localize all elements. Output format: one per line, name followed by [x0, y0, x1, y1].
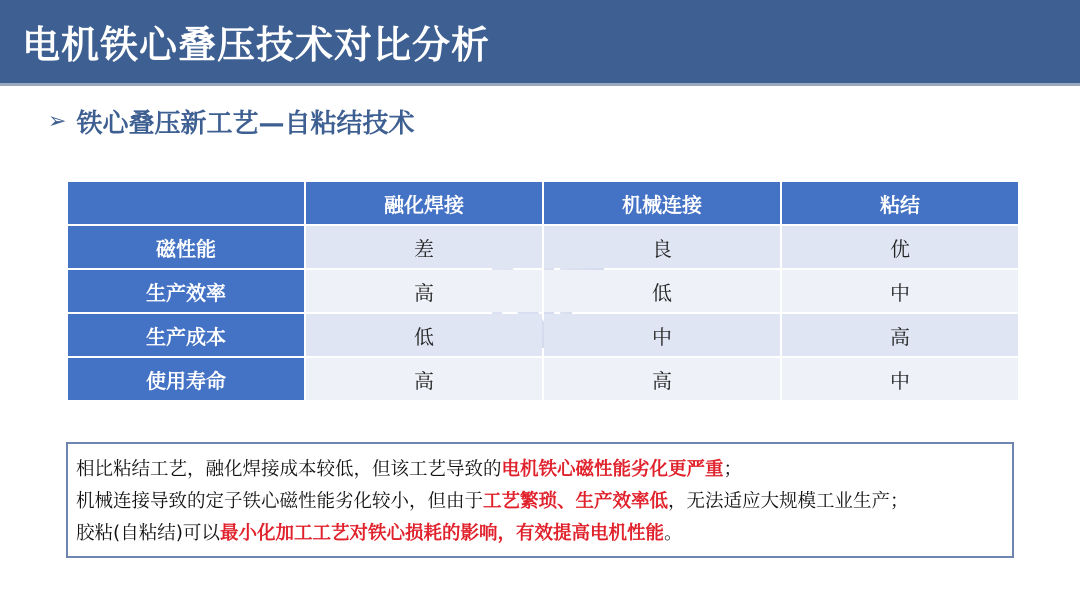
- column-header: 机械连接: [544, 182, 780, 224]
- table-cell: 优: [782, 226, 1018, 268]
- table-cell: 中: [782, 270, 1018, 312]
- table-cell: 低: [306, 314, 542, 356]
- column-header: 粘结: [782, 182, 1018, 224]
- note-highlight: 工艺繁琐、生产效率低: [483, 491, 669, 512]
- table-cell: 低: [544, 270, 780, 312]
- table-corner-cell: [68, 182, 304, 224]
- table-cell: 良: [544, 226, 780, 268]
- table-cell: 高: [306, 270, 542, 312]
- table-cell: 差: [306, 226, 542, 268]
- row-header: 磁性能: [68, 226, 304, 268]
- table-cell: 中: [782, 358, 1018, 400]
- table-row: [68, 358, 1018, 400]
- note-line: [76, 486, 1002, 518]
- table-cell: 高: [306, 358, 542, 400]
- note-text: 相比粘结工艺，融化焊接成本较低，但该工艺导致的: [76, 459, 502, 480]
- comparison-table: [66, 180, 1020, 402]
- table-row: [68, 226, 1018, 268]
- table-header-row: [68, 182, 1018, 224]
- column-header: 融化焊接: [306, 182, 542, 224]
- page-title: 电机铁心叠压技术对比分析: [22, 23, 491, 67]
- row-header: 生产成本: [68, 314, 304, 356]
- table-row: [68, 270, 1018, 312]
- table-cell: 高: [544, 358, 780, 400]
- note-line: [76, 454, 1002, 486]
- title-banner: [0, 0, 1080, 86]
- note-highlight: 电机铁心磁性能劣化更严重: [501, 459, 724, 480]
- table-cell: 高: [782, 314, 1018, 356]
- note-text: ；: [723, 459, 743, 480]
- summary-note-box: [66, 442, 1014, 558]
- note-highlight: 最小化加工工艺对铁心损耗的影响，有效提高电机性能: [219, 523, 664, 544]
- table-row: [68, 314, 1018, 356]
- subheading-text: 铁心叠压新工艺—自粘结技术: [76, 108, 415, 139]
- subheading: [48, 104, 414, 138]
- note-text: 机械连接导致的定子铁心磁性能劣化较小，但由于: [76, 491, 484, 512]
- note-line: [76, 518, 1002, 550]
- row-header: 使用寿命: [68, 358, 304, 400]
- arrow-bullet-icon: ➢: [48, 108, 67, 134]
- note-text: 。: [663, 523, 683, 544]
- table-cell: 中: [544, 314, 780, 356]
- note-text: 胶粘(自粘结)可以: [76, 523, 220, 544]
- row-header: 生产效率: [68, 270, 304, 312]
- note-text: ，无法适应大规模工业生产；: [668, 491, 909, 512]
